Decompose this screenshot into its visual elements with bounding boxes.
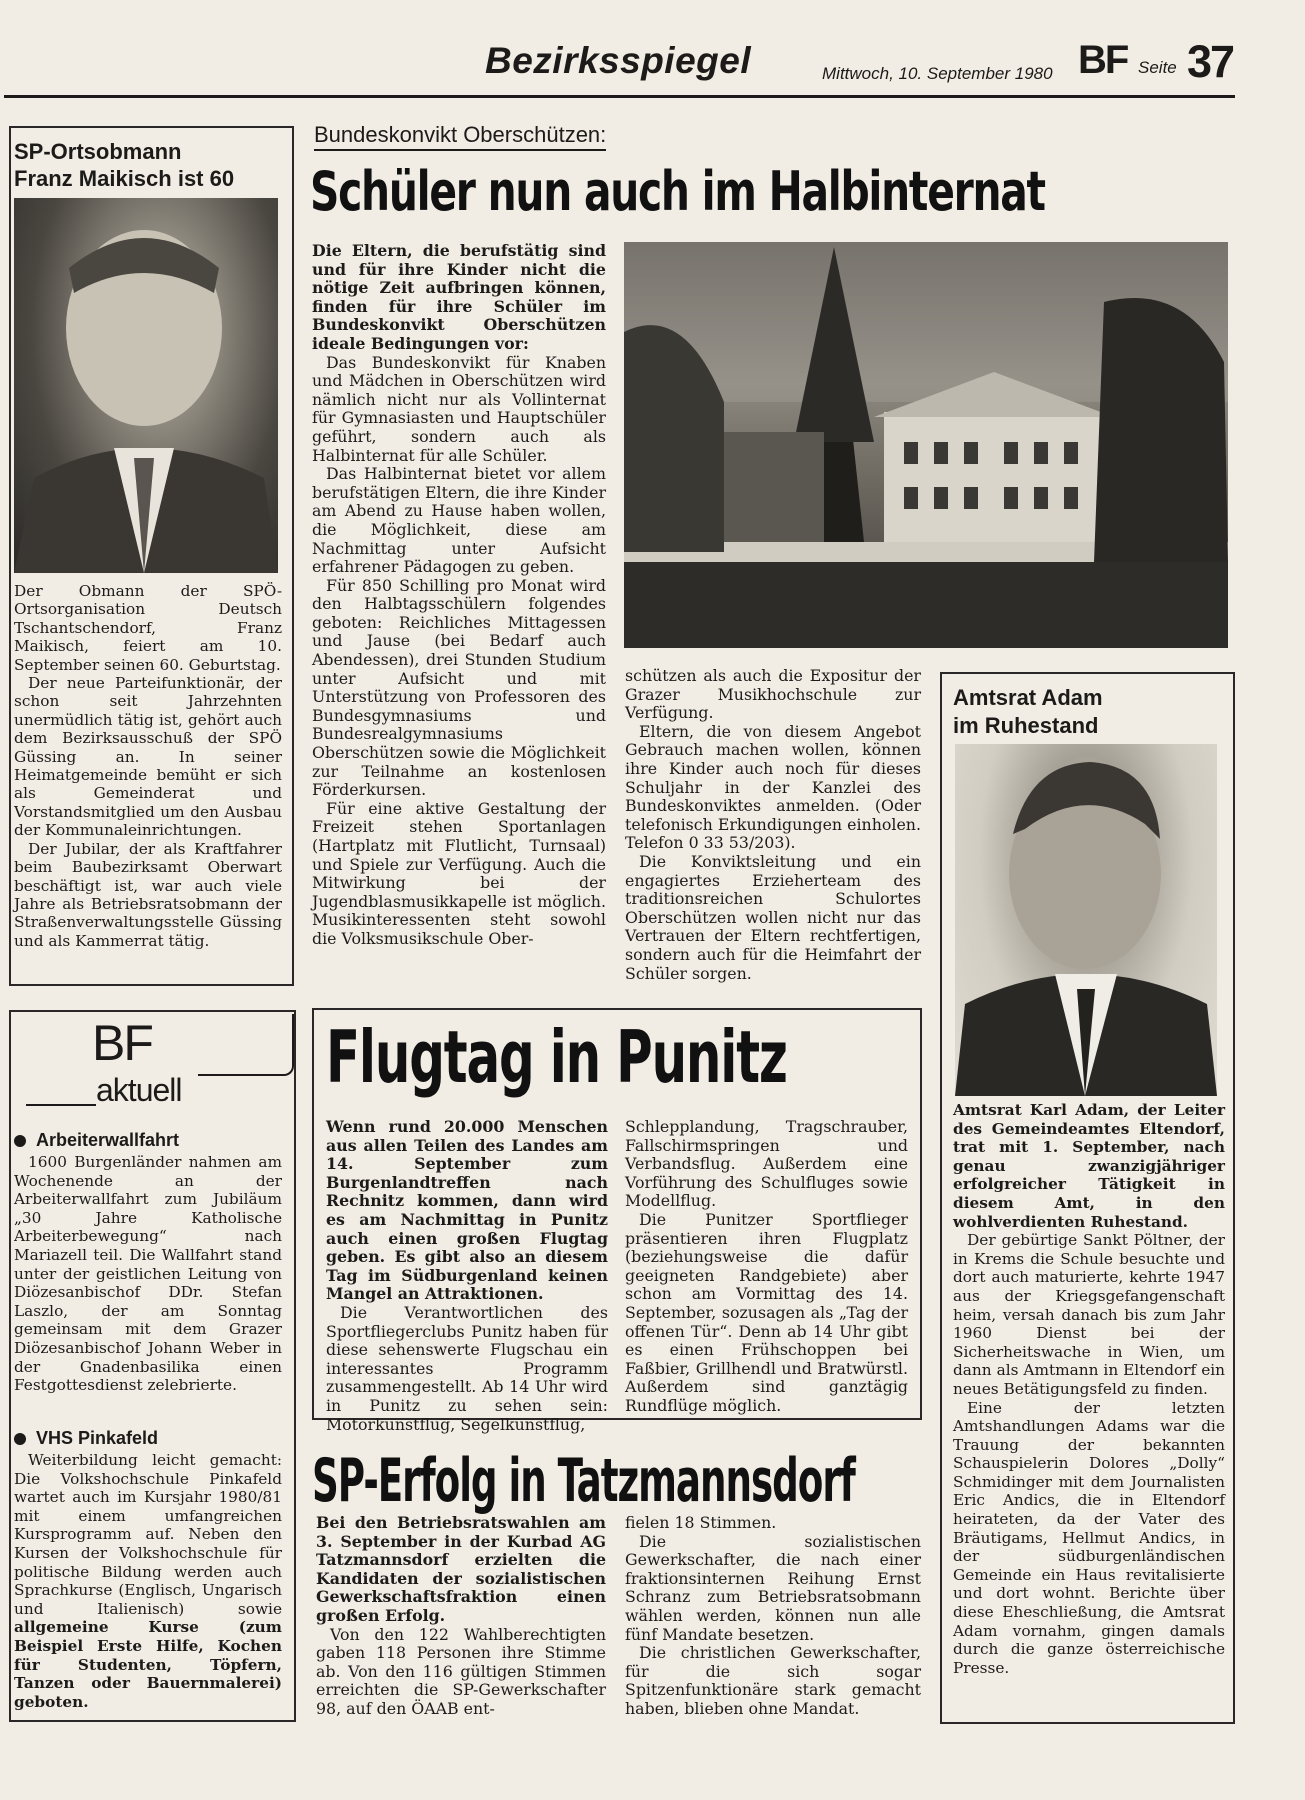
- konvikt-paragraph: Für eine aktive Gestaltung der Freizeit stehen Sportanlagen (Hartplatz mit Flutlicht, Turnsaal) und Spiele zur Verfügung. Auch die Mitwirkung bei der Jugendblasmusikkapelle ist möglich. Musikinteressenten steht sowohl die Volksmusikschule Ober-: [312, 798, 606, 948]
- adam-title: [953, 684, 1223, 740]
- brand-logo: BF: [1078, 38, 1128, 82]
- aktuell-item2-body: [14, 1451, 282, 1711]
- adam-portrait: [955, 744, 1217, 1096]
- section-title: Bezirksspiegel: [485, 40, 752, 81]
- konvikt-paragraph: Das Bundeskonvikt für Knaben und Mädchen in Oberschützen wird nämlich nicht nur als Vollinternat für Gymnasiasten und Hauptschüler geführt, sondern auch als Halbinternat für alle Schüler.: [312, 352, 606, 465]
- maikisch-portrait: [14, 198, 278, 573]
- maikisch-text: [14, 582, 282, 950]
- flugtag-lead: Wenn rund 20.000 Menschen aus allen Teilen des Landes am 14. September zum Burgenlandtreffen nach Rechnitz kommen, dann wird es am Nachmittag in Punitz auch einen großen Flugtag geben. Es gibt also an diesem Tag im Südburgenland keinen Mangel an Attraktionen.: [326, 1117, 608, 1304]
- adam-title-line2: im Ruhestand: [953, 713, 1099, 738]
- tatzmannsdorf-col2: [625, 1514, 921, 1719]
- konvikt-headline: Schüler nun auch im Halbinternat: [310, 160, 1045, 223]
- adam-paragraph: Eine der letzten Amtshandlungen Adams war die Trauung der bekannten Schauspielerin Dolores „Dolly“ Schmidinger mit dem Journalisten Eric Andics, die in Eltendorf heirateten, da der Vater des Bräutigams, Hellmut Andics, in der südburgenländischen Gemeinde ein Haus revitalisierte und dort wohnt. Berichte über diese Eheschließung, die Amtsrat Adam vornahm, gingen damals durch die ganze österreichische Presse.: [953, 1398, 1225, 1677]
- flugtag-paragraph: Die Punitzer Sportflieger präsentieren ihren Flugplatz (beziehungsweise die dafür geeigneten Randgebiete) aber schon am Vormittag des 14. September, sozusagen als „Tag der offenen Tür“. Denn ab 14 Uhr gibt es einen Frühschoppen bei Faßbier, Grillhendl und Bratwürstl. Außerdem sind ganztägig Rundflüge möglich.: [625, 1209, 908, 1415]
- konvikt-paragraph: Für 850 Schilling pro Monat wird den Halbtagsschülern folgendes geboten: Reichliches Mittagessen und Jause (bei Bedarf auch Abendessen), drei Stunden Studium unter Aufsicht und mit Unterstützung von Professoren des Bundesgymnasiums und Bundesrealgymnasiums Oberschützen sowie die Möglichkeit zur Teilnahme an kostenlosen Förderkursen.: [312, 575, 606, 800]
- page-number: 37: [1187, 36, 1234, 87]
- aktuell-item1-body: [14, 1153, 282, 1395]
- tatzmannsdorf-paragraph: Von den 122 Wahlberechtigten gaben 118 Personen ihre Stimme ab. Von den 116 gültigen Stimmen erreichten die SP-Gewerkschafter 98, auf den ÖAAB ent-: [316, 1624, 606, 1718]
- aktuell-logo-rule: [26, 1104, 96, 1106]
- konvikt-paragraph: Die Konviktsleitung und ein engagiertes Erzieherteam des traditionsreichen Schulortes Oberschützen wollen nicht nur das Vertrauen der Eltern rechtfertigen, sondern auch für die Heimfahrt der Schüler sorgen.: [625, 851, 921, 983]
- maikisch-paragraph: Der Jubilar, der als Kraftfahrer beim Baubezirksamt Oberwart beschäftigt ist, war auch viele Jahre als Betriebsratsobmann der Straßenverwaltungsstelle Güssing und als Kammerrat tätig.: [14, 839, 282, 950]
- konvikt-col2: [625, 667, 921, 983]
- maikisch-paragraph: Der Obmann der SPÖ-Ortsorganisation Deutsch Tschantschendorf, Franz Maikisch, feiert am 10. September seinen 60. Geburtstag.: [14, 582, 282, 674]
- aktuell-item1: [14, 1130, 282, 1395]
- tatzmannsdorf-paragraph: fielen 18 Stimmen.: [625, 1513, 777, 1532]
- bullet-icon: [14, 1433, 26, 1445]
- aktuell-item1-heading: [14, 1130, 282, 1151]
- konvikt-building-figure: [624, 242, 1228, 648]
- flugtag-col1: [326, 1118, 608, 1434]
- tatzmannsdorf-paragraph: Die christlichen Gewerkschafter, für die sich sogar Spitzenfunktionäre stark gemacht haben, blieben ohne Mandat.: [625, 1643, 921, 1718]
- konvikt-building-photo: [624, 242, 1228, 648]
- aktuell-item2-title: VHS Pinkafeld: [36, 1428, 159, 1448]
- flugtag-col2: [625, 1118, 908, 1416]
- tatzmannsdorf-paragraph: Die sozialistischen Gewerkschafter, die nach einer fraktionsinternen Reihung Ernst Schranz zum Betriebsratsobmann wählen werden, können nun alle fünf Mandate besetzen.: [625, 1531, 921, 1644]
- adam-lead: Amtsrat Karl Adam, der Leiter des Gemeindeamtes Eltendorf, trat mit 1. September, nach genau zwanzigjähriger erfolgreicher Tätigkeit in diesem Amt, in den wohlverdienten Ruhestand.: [953, 1101, 1225, 1231]
- bullet-icon: [14, 1135, 26, 1147]
- adam-title-line1: Amtsrat Adam: [953, 685, 1103, 710]
- tatzmannsdorf-col1: [316, 1514, 606, 1719]
- adam-paragraph: Der gebürtige Sankt Pöltner, der in Krems die Schule besuchte und dort auch maturierte, kehrte 1947 aus der Kriegsgefangenschaft heim, versah danach bis zum Jahr 1960 Dienst bei der Sicherheitswache in Wien, um dann als Amtmann in Eltendorf ein neues Betätigungsfeld zu finden.: [953, 1231, 1225, 1398]
- maikisch-portrait-figure: [14, 198, 278, 573]
- aktuell-logo-top: BF: [92, 1015, 152, 1071]
- page-label: Seite: [1138, 58, 1177, 77]
- tatzmannsdorf-headline: SP-Erfolg in Tatzmannsdorf: [312, 1446, 855, 1516]
- maikisch-title: [14, 138, 290, 192]
- maikisch-title-line2: Franz Maikisch ist 60: [14, 166, 235, 191]
- aktuell-item1-title: Arbeiterwallfahrt: [36, 1130, 180, 1150]
- aktuell-item2-heading: [14, 1428, 282, 1449]
- konvikt-paragraph: schützen als auch die Expositur der Grazer Musikhochschule zur Verfügung.: [625, 666, 921, 723]
- maikisch-title-line1: SP-Ortsobmann: [14, 139, 182, 164]
- issue-date: Mittwoch, 10. September 1980: [822, 64, 1053, 83]
- aktuell-item1-text: 1600 Burgenländer nahmen am Wochenende an der Arbeiterwallfahrt zum Jubiläum „30 Jahre Katholische Arbeiterbewegung“ nach Mariazell teil. Die Wallfahrt stand unter der geistlichen Leitung von Diözesanbischof DDr. Stefan Laszlo, der am Sonntag gemeinsam mit dem Grazer Diözesanbischof Johann Weber in der Gnadenbasilika einen Festgottesdienst zelebrierte.: [14, 1153, 282, 1395]
- aktuell-item2-text: [14, 1451, 282, 1711]
- aktuell-item2-text-b: allgemeine Kurse (zum Beispiel Erste Hilfe, Kochen für Studenten, Töpfern, Tanzen oder Bauernmalerei) geboten.: [14, 1618, 282, 1711]
- konvikt-kicker: Bundeskonvikt Oberschützen:: [314, 122, 606, 151]
- konvikt-lead: Die Eltern, die berufstätig sind und für ihre Kinder nicht die nötige Zeit aufbringen können, finden für ihre Schüler im Bundeskonvikt Oberschützen ideale Bedingungen vor:: [312, 241, 606, 353]
- flugtag-headline: Flugtag in Punitz: [326, 1015, 787, 1099]
- konvikt-col1: [312, 242, 606, 949]
- adam-text: [953, 1101, 1225, 1677]
- adam-portrait-figure: [955, 744, 1217, 1096]
- flugtag-paragraph: Schlepplandung, Tragschrauber, Fallschirmspringen und Verbandsflug. Außerdem eine Vorführung des Schulfluges sowie Modellflug.: [625, 1117, 908, 1211]
- flugtag-paragraph: Die Verantwortlichen des Sportfliegerclubs Punitz haben für diese sehenswerte Flugschau ein interessantes Programm zusammengestellt. Ab 14 Uhr wird in Punitz zu sehen sein: Motorkunstflug, Segelkunstflug,: [326, 1302, 608, 1434]
- aktuell-logo-frame: [198, 1014, 294, 1076]
- aktuell-logo-bottom: aktuell: [96, 1072, 182, 1108]
- header-rule: [4, 95, 1235, 98]
- konvikt-paragraph: Eltern, die von diesem Angebot Gebrauch machen wollen, können ihre Kinder auch noch für dieses Schuljahr in der Kanzlei des Bundeskonviktes anmelden. (Oder telefonisch Erkundigungen einholen. Telefon 0 33 53/203).: [625, 721, 921, 853]
- tatzmannsdorf-lead: Bei den Betriebsratswahlen am 3. September in der Kurbad AG Tatzmannsdorf erzielten die Kandidaten der sozialistischen Gewerkschaftsfraktion einen großen Erfolg.: [316, 1513, 606, 1625]
- aktuell-item2-text-a: Weiterbildung leicht gemacht: Die Volkshochschule Pinkafeld wartet auch im Kursjahr 1980/81 mit einem umfangreichen Kursprogramm auf. Neben den Kursen der Volkshochschule für politische Bildung werden auch Sprachkurse (Englisch, Ungarisch und Italienisch) sowie: [14, 1451, 282, 1618]
- aktuell-item2: [14, 1428, 282, 1711]
- konvikt-paragraph: Das Halbinternat bietet vor allem berufstätigen Eltern, die ihre Kinder am Abend zu Hause haben wollen, die Möglichkeit, diese am Nachmittag unter Aufsicht erfahrener Pädagogen zu geben.: [312, 464, 606, 577]
- maikisch-paragraph: Der neue Parteifunktionär, der schon seit Jahrzehnten unermüdlich tätig ist, gehört auch dem Bezirksausschuß der SPÖ Güssing an. In seiner Heimatgemeinde bemüht er sich als Gemeinderat und Vorstandsmitglied um den Ausbau der Kommunaleinrichtungen.: [14, 674, 282, 840]
